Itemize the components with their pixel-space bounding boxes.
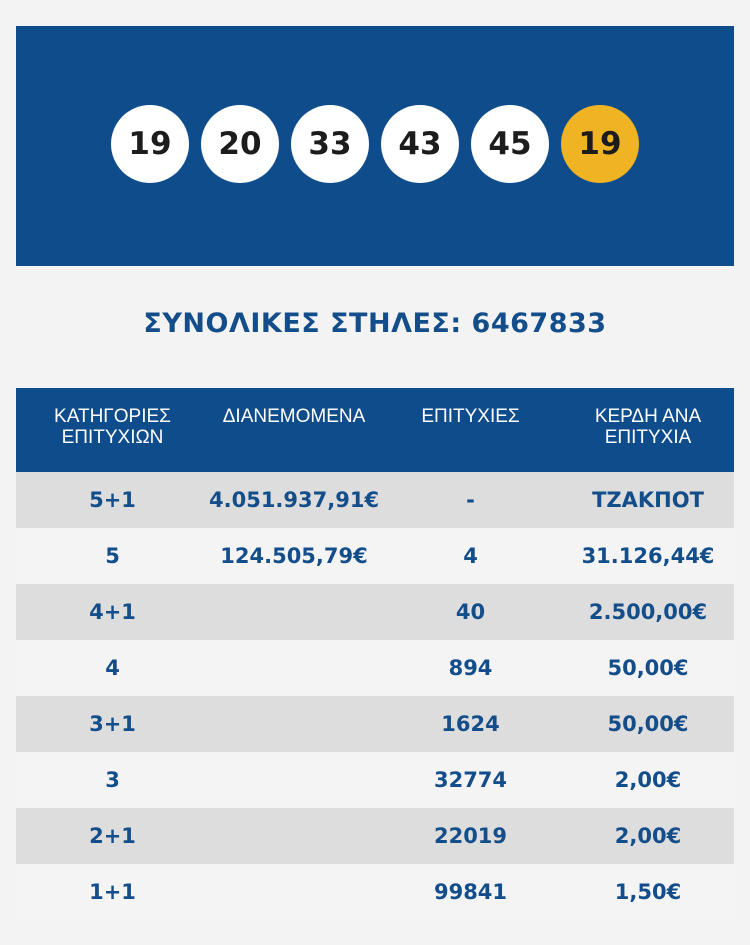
cell-prize: 2,00€ xyxy=(614,824,682,848)
cell-winners: 22019 xyxy=(433,824,508,848)
table-row xyxy=(16,584,734,640)
cell-category: 5+1 xyxy=(89,488,136,512)
cell-category: 4+1 xyxy=(89,600,136,624)
header-category xyxy=(16,388,209,472)
cell-prize: 2.500,00€ xyxy=(588,600,708,624)
cell-category: 1+1 xyxy=(89,880,136,904)
cell-category: 3+1 xyxy=(89,712,136,736)
header-prize-line2: ΕΠΙΤΥΧΙΑ xyxy=(604,427,692,448)
cell-winners: 894 xyxy=(448,656,493,680)
cell-winners: 32774 xyxy=(433,768,508,792)
table-row xyxy=(16,640,734,696)
cell-category: 3 xyxy=(105,768,120,792)
joker-ball: 19 xyxy=(561,105,639,183)
prize-table-header xyxy=(16,388,734,472)
header-distributed-text: ΔΙΑΝΕΜΟΜΕΝΑ xyxy=(222,406,366,427)
cell-category: 2+1 xyxy=(89,824,136,848)
header-category-line2: ΕΠΙΤΥΧΙΩΝ xyxy=(61,427,164,448)
cell-distributed: 124.505,79€ xyxy=(220,544,368,568)
table-row xyxy=(16,472,734,528)
number-ball-4: 43 xyxy=(381,105,459,183)
cell-prize: 2,00€ xyxy=(614,768,682,792)
table-row xyxy=(16,864,734,920)
cell-prize: 50,00€ xyxy=(607,712,689,736)
header-winners-text: ΕΠΙΤΥΧΙΕΣ xyxy=(421,406,520,427)
winning-numbers-panel xyxy=(16,26,734,266)
cell-category: 4 xyxy=(105,656,120,680)
cell-distributed: 4.051.937,91€ xyxy=(209,488,380,512)
cell-prize: 31.126,44€ xyxy=(581,544,715,568)
cell-winners: 1624 xyxy=(441,712,500,736)
number-ball-5: 45 xyxy=(471,105,549,183)
table-row xyxy=(16,696,734,752)
number-ball-1: 19 xyxy=(111,105,189,183)
header-prize-line1: ΚΕΡΔΗ ΑΝΑ xyxy=(594,406,702,427)
cell-category: 5 xyxy=(105,544,120,568)
prize-table xyxy=(16,388,734,920)
table-row xyxy=(16,808,734,864)
cell-winners: 4 xyxy=(463,544,478,568)
table-row xyxy=(16,752,734,808)
header-category-line1: ΚΑΤΗΓΟΡΙΕΣ xyxy=(54,406,171,427)
total-columns-label: ΣΥΝΟΛΙΚΕΣ ΣΤΗΛΕΣ: 6467833 xyxy=(143,308,607,339)
number-ball-3: 33 xyxy=(291,105,369,183)
header-winners xyxy=(379,388,562,472)
cell-prize: 1,50€ xyxy=(614,880,682,904)
cell-prize: ΤΖΑΚΠΟΤ xyxy=(592,488,704,512)
cell-winners: 99841 xyxy=(433,880,508,904)
number-ball-2: 20 xyxy=(201,105,279,183)
cell-prize: 50,00€ xyxy=(607,656,689,680)
table-row xyxy=(16,528,734,584)
header-prize xyxy=(562,388,734,472)
winning-numbers xyxy=(111,105,639,183)
cell-winners: - xyxy=(466,488,475,512)
cell-winners: 40 xyxy=(455,600,486,624)
header-distributed xyxy=(209,388,379,472)
